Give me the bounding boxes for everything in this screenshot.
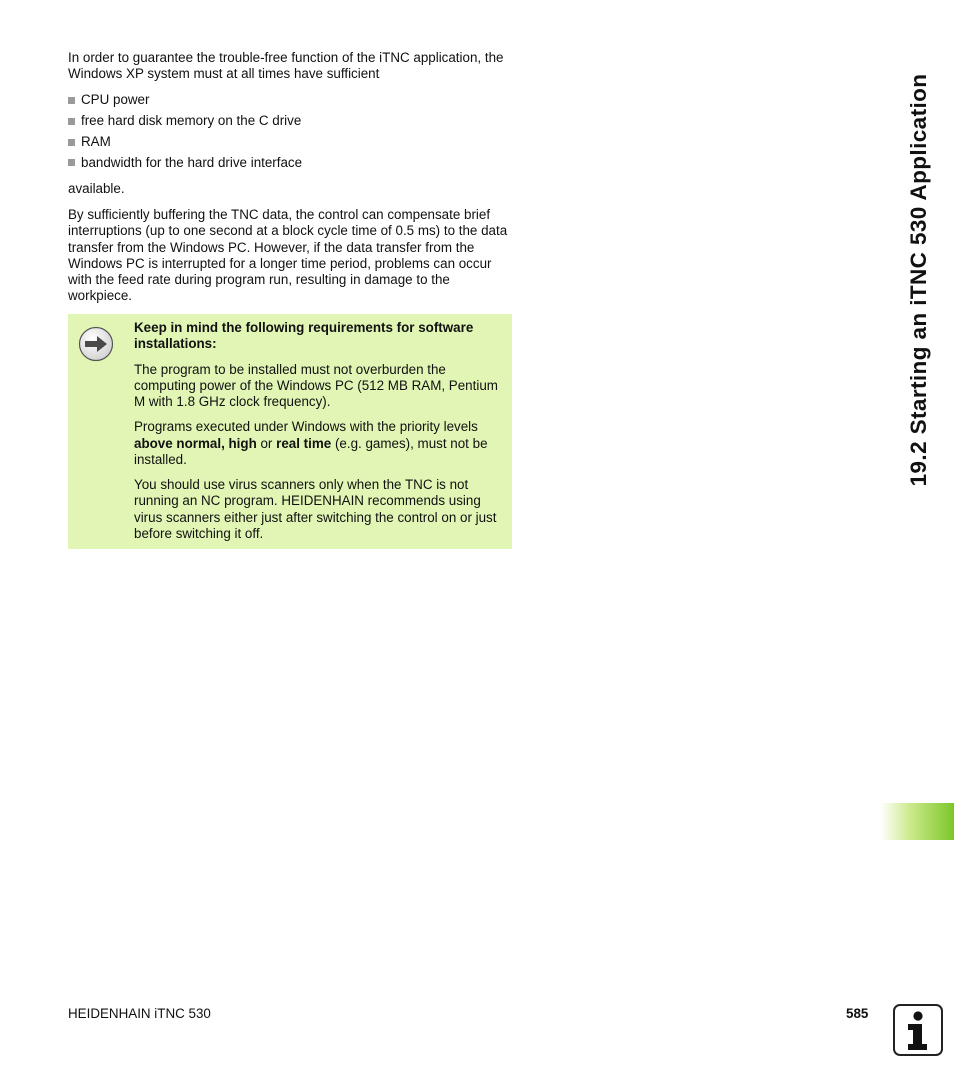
buffering-paragraph: By sufficiently buffering the TNC data, the control can compensate brief interruptions (up to one second at a block cycle time of 0.5 ms) to the data transfer from the Windows PC. However, if the data transfer from the Windows PC is interrupted for a longer time period, problems can occur with the feed rate during program run, resulting in damage to the workpiece. [68,207,508,304]
list-item: free hard disk memory on the C drive [68,113,513,129]
note-paragraph-1: The program to be installed must not overburden the computing power of the Windows PC (512 MB RAM, Pentium M with 1.8 GHz clock frequency). [134,361,498,409]
bullet-square-icon [68,118,75,125]
requirements-list [68,92,513,171]
arrow-right-icon [78,326,114,362]
footer-manual-name: HEIDENHAIN iTNC 530 [68,1006,211,1021]
note-paragraph-2: Programs executed under Windows with the priority levels above normal, high or real time (e.g. games), must not be installed. [134,419,488,467]
available-text: available. [68,181,125,196]
note-text [134,320,504,551]
intro-paragraph: In order to guarantee the trouble-free function of the iTNC application, the Windows XP system must at all times have sufficient [68,50,504,82]
chapter-thumb-tab [880,803,954,840]
bullet-square-icon [68,97,75,104]
main-content [68,50,513,316]
list-item: RAM [68,134,513,150]
list-item: CPU power [68,92,513,108]
note-paragraph-3: You should use virus scanners only when the TNC is not running an NC program. HEIDENHAIN recommends using virus scanners either just after switching the control on or just before switching it off. [134,477,497,541]
list-item: bandwidth for the hard drive interface [68,155,513,171]
bullet-square-icon [68,139,75,146]
note-heading: Keep in mind the following requirements for software installations: [134,320,474,352]
chapter-side-title: 19.2 Starting an iTNC 530 Application [905,73,931,487]
info-icon [893,1004,943,1056]
page-number: 585 [846,1006,869,1021]
bullet-square-icon [68,159,75,166]
